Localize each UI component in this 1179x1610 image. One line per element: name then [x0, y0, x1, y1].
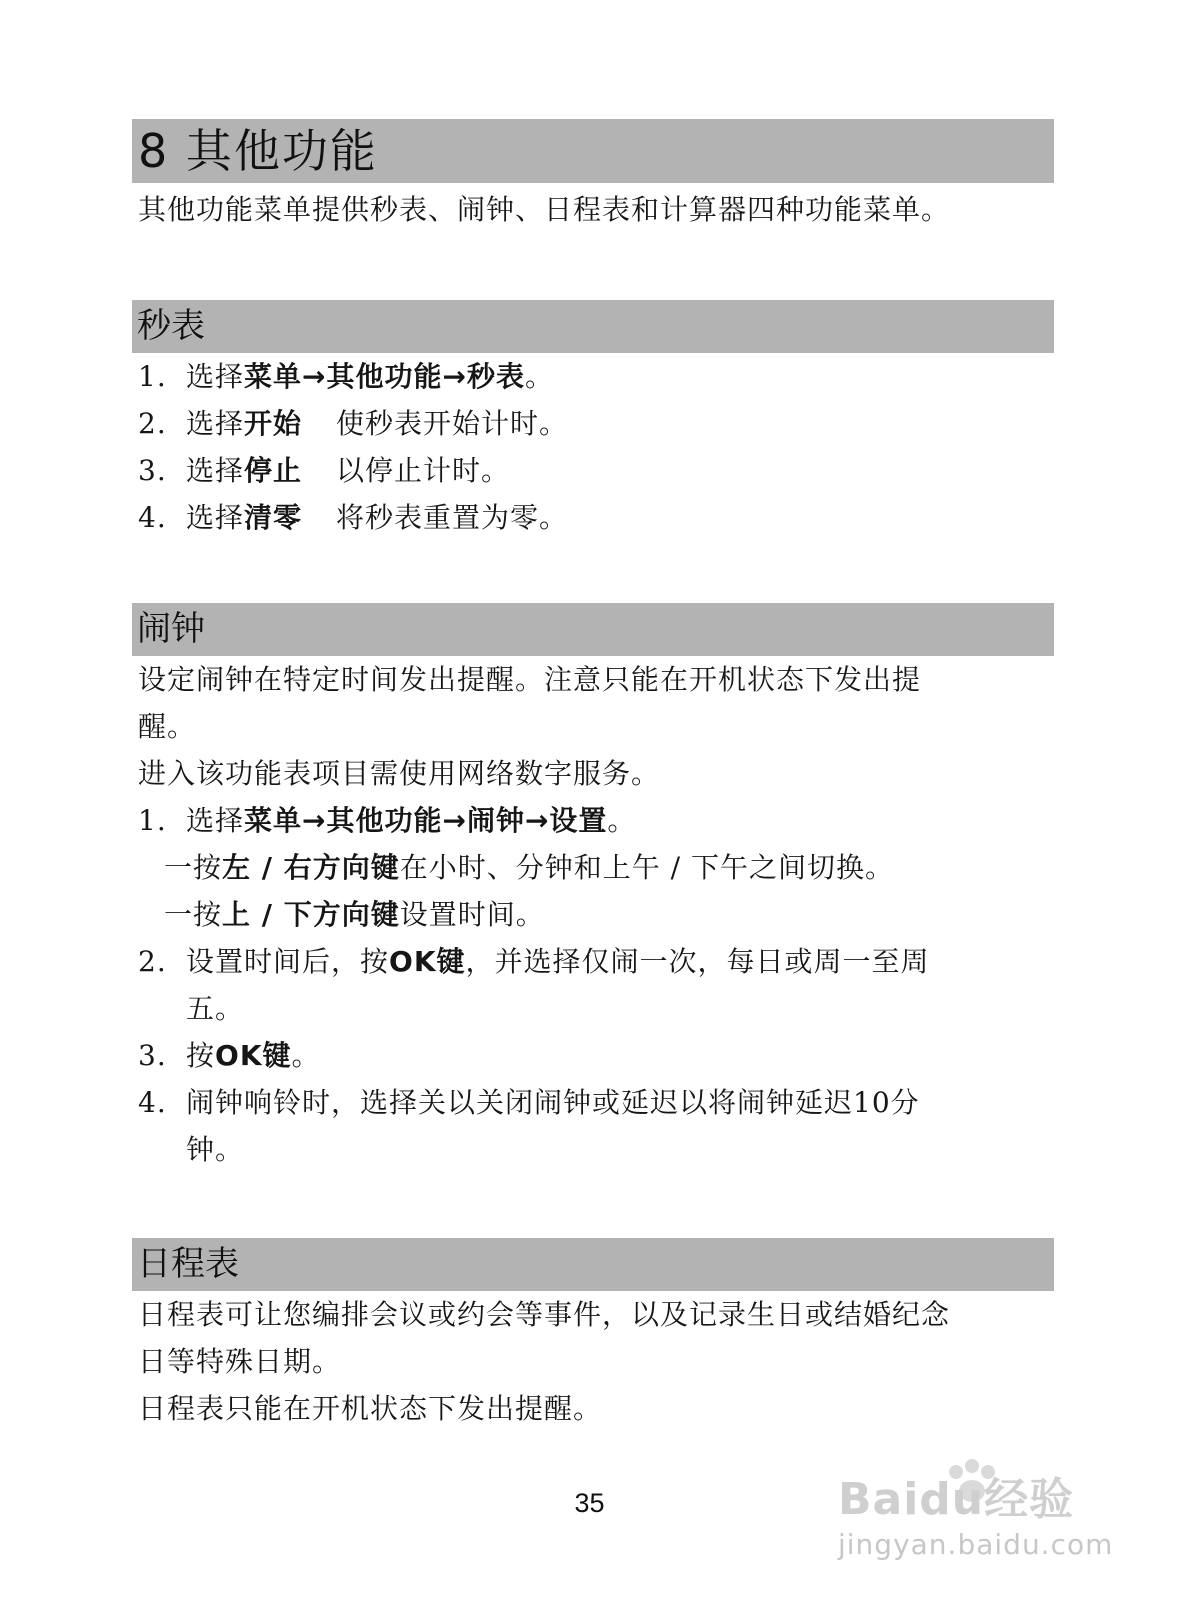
item-text: 一按	[164, 898, 223, 931]
item-text: 将秒表重置为零。	[336, 501, 569, 534]
item-bold: 上 / 下方向键	[222, 898, 400, 931]
list-item	[138, 404, 568, 444]
item-text: 按	[186, 1039, 216, 1072]
list-item	[138, 942, 930, 982]
intro-text: 其他功能菜单提供秒表、闹钟、日程表和计算器四种功能菜单。	[138, 193, 951, 226]
item-text: 设置时间。	[399, 898, 545, 931]
item-number: 3.	[138, 454, 167, 487]
section-heading-stopwatch: 秒表	[132, 300, 1054, 353]
section-heading-calendar: 日程表	[132, 1238, 1054, 1291]
list-item	[138, 1083, 920, 1123]
chapter-heading: 8 其他功能	[132, 119, 1054, 183]
list-item	[138, 498, 568, 538]
item-text: 选择	[186, 360, 245, 393]
item-number: 3.	[138, 1039, 167, 1072]
item-text: 选择	[186, 454, 245, 487]
item-number: 4.	[138, 501, 167, 534]
paragraph-line: 醒。	[138, 710, 197, 743]
item-text: 一按	[164, 851, 223, 884]
sub-item	[164, 895, 545, 935]
item-text: 。	[524, 360, 554, 393]
watermark-brand: Baidu经验	[838, 1474, 1075, 1525]
item-bold: 菜单→其他功能→秒表	[244, 360, 525, 393]
paragraph-line: 设定闹钟在特定时间发出提醒。注意只能在开机状态下发出提	[138, 663, 922, 696]
item-bold: 左 / 右方向键	[222, 851, 400, 884]
sub-item	[164, 848, 894, 888]
list-item	[138, 1036, 321, 1076]
page-number: 35	[574, 1488, 605, 1518]
item-bold: 菜单→其他功能→闹钟→设置	[244, 804, 608, 837]
section-heading-alarm: 闹钟	[132, 603, 1054, 656]
item-text: 选择	[186, 501, 245, 534]
list-item	[138, 801, 636, 841]
baidu-watermark	[838, 1458, 1138, 1578]
paragraph-line: 日程表只能在开机状态下发出提醒。	[138, 1392, 603, 1425]
list-item-continuation: 五。	[186, 992, 245, 1025]
item-number: 2.	[138, 407, 167, 440]
paragraph-line: 日程表可让您编排会议或约会等事件，以及记录生日或结婚纪念	[138, 1298, 951, 1331]
item-text: 。	[291, 1039, 321, 1072]
paragraph-line: 进入该功能表项目需使用网络数字服务。	[138, 757, 661, 790]
item-text: 。	[607, 804, 637, 837]
item-bold: OK键	[215, 1039, 292, 1072]
list-item-continuation: 钟。	[186, 1133, 245, 1166]
item-text: 闹钟响铃时，选择关以关闭闹钟或延迟以将闹钟延迟10分	[186, 1086, 920, 1119]
item-bold: 停止	[244, 454, 303, 487]
item-text: 在小时、分钟和上午 / 下午之间切换。	[399, 851, 894, 884]
paragraph-line: 日等特殊日期。	[138, 1345, 342, 1378]
item-text: 设置时间后，按	[186, 945, 390, 978]
item-bold: 开始	[244, 407, 303, 440]
item-text: 使秒表开始计时。	[336, 407, 569, 440]
item-number: 1.	[138, 804, 167, 837]
list-item	[138, 451, 510, 491]
item-number: 1.	[138, 360, 167, 393]
item-text: 以停止计时。	[336, 454, 511, 487]
list-item	[138, 357, 554, 397]
item-text: 选择	[186, 407, 245, 440]
item-bold: OK键	[389, 945, 466, 978]
item-number: 2.	[138, 945, 167, 978]
item-number: 4.	[138, 1086, 167, 1119]
item-bold: 清零	[244, 501, 303, 534]
item-text: ，并选择仅闹一次，每日或周一至周	[465, 945, 930, 978]
watermark-url: jingyan.baidu.com	[838, 1528, 1114, 1561]
item-text: 选择	[186, 804, 245, 837]
